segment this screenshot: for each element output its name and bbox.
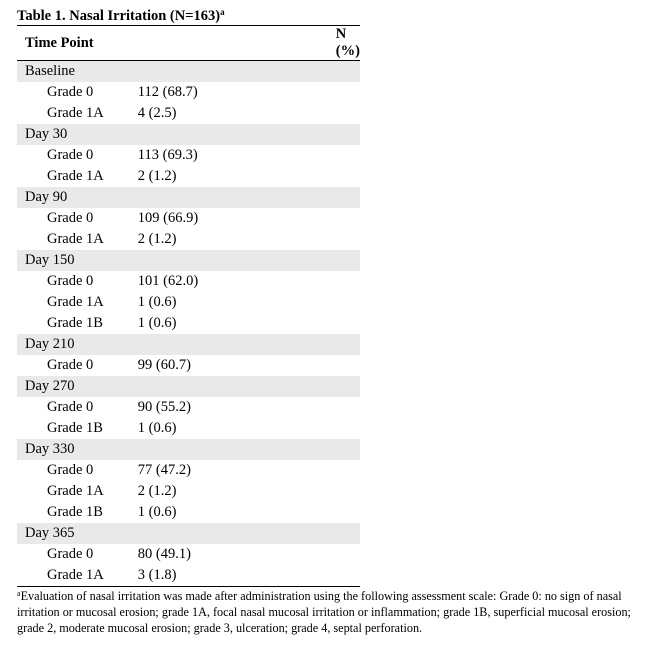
time-point-label: Day 90 [17,187,360,208]
grade-row [17,292,360,313]
grade-row [17,103,360,124]
time-point-row [17,187,360,208]
grade-row [17,481,360,502]
time-point-label: Day 270 [17,376,360,397]
grade-count-percent: 1 (0.6) [137,294,177,310]
time-point-label: Day 365 [17,523,360,544]
time-point-label: Day 330 [17,439,360,460]
grade-label: Grade 0 [47,357,94,373]
grade-row [17,397,360,418]
grade-count-percent: 1 (0.6) [137,420,177,436]
document [17,7,647,636]
table-footnote [17,588,647,636]
grade-row [17,145,360,166]
table-body [17,61,360,587]
grade-count-percent: 2 (1.2) [137,483,177,499]
grade-label: Grade 1A [47,168,104,184]
grade-label: Grade 1A [47,105,104,121]
grade-label: Grade 0 [47,210,94,226]
grade-label: Grade 0 [47,462,94,478]
footnote-marker: a [17,589,21,598]
grade-count-percent: 80 (49.1) [137,546,191,562]
time-point-row [17,376,360,397]
title-footnote-marker: a [220,7,225,17]
grade-row [17,418,360,439]
grade-count-percent: 101 (62.0) [137,273,199,289]
time-point-row [17,61,360,83]
grade-count-percent: 113 (69.3) [137,147,198,163]
time-point-label: Day 30 [17,124,360,145]
grade-row [17,313,360,334]
grade-label: Grade 0 [47,399,94,415]
time-point-row [17,439,360,460]
time-point-label: Day 210 [17,334,360,355]
grade-row [17,166,360,187]
grade-row [17,229,360,250]
grade-row [17,208,360,229]
footnote-text: Evaluation of nasal irritation was made after administration using the following assessment scale: Grade 0: no sign of nasal irritation or mucosal erosion; grade 1A, focal nasal mucosal irritation or inflammation; grade 1B, superficial mucosal erosion; grade 2, moderate mucosal erosion; grade 3, ulceration; grade 4, septal perforation. [17,589,631,635]
grade-label: Grade 1A [47,567,104,583]
grade-count-percent: 90 (55.2) [137,399,191,415]
grade-count-percent: 99 (60.7) [137,357,191,373]
grade-row [17,544,360,565]
grade-row [17,355,360,376]
time-point-row [17,334,360,355]
grade-row [17,460,360,481]
time-point-label: Baseline [17,61,360,83]
grade-count-percent: 2 (1.2) [137,231,177,247]
column-header-n-percent: N (%) [104,26,360,61]
grade-label: Grade 0 [47,273,94,289]
grade-row [17,565,360,587]
grade-count-percent: 112 (68.7) [137,84,198,100]
grade-count-percent: 3 (1.8) [137,567,177,583]
grade-label: Grade 0 [47,546,94,562]
grade-row [17,502,360,523]
table-title [17,7,647,25]
time-point-row [17,124,360,145]
time-point-label: Day 150 [17,250,360,271]
time-point-row [17,523,360,544]
grade-count-percent: 1 (0.6) [137,504,177,520]
grade-label: Grade 0 [47,84,94,100]
grade-label: Grade 1A [47,294,104,310]
grade-label: Grade 1A [47,483,104,499]
time-point-row [17,250,360,271]
grade-row [17,82,360,103]
grade-label: Grade 1B [47,315,103,331]
grade-row [17,271,360,292]
grade-label: Grade 1B [47,504,103,520]
grade-count-percent: 4 (2.5) [137,105,177,121]
nasal-irritation-table [17,25,360,587]
grade-count-percent: 109 (66.9) [137,210,199,226]
grade-count-percent: 77 (47.2) [137,462,191,478]
grade-label: Grade 1A [47,231,104,247]
grade-count-percent: 2 (1.2) [137,168,177,184]
table-title-text: Table 1. Nasal Irritation (N=163) [17,8,221,24]
grade-count-percent: 1 (0.6) [137,315,177,331]
grade-label: Grade 0 [47,147,94,163]
table-header-row [17,26,360,61]
grade-label: Grade 1B [47,420,103,436]
column-header-time-point: Time Point [17,26,104,61]
